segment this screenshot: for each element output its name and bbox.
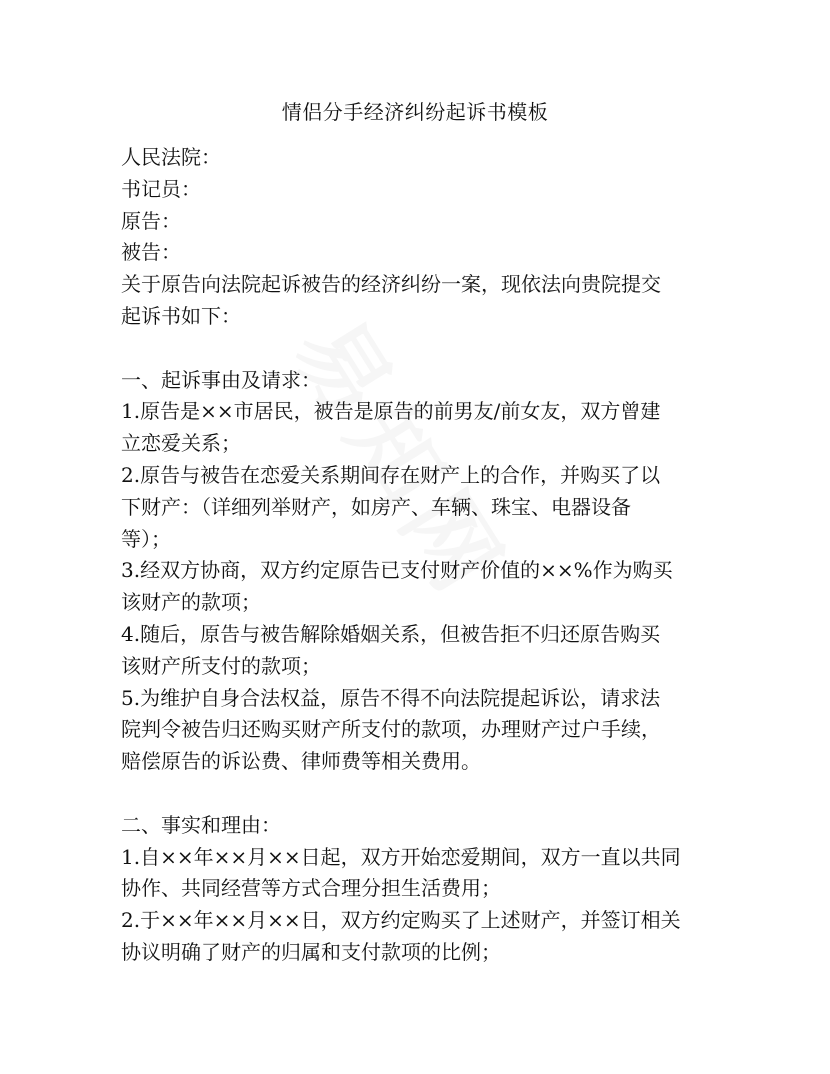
section1-line: 该财产所支付的款项； [121,653,321,678]
section1-line: 1.原告是××市居民，被告是原告的前男友/前女友，双方曾建 [121,399,661,424]
document-body [121,142,711,969]
section2-line: 1.自××年××月××日起，双方开始恋爱期间，双方一直以共同 [121,844,681,869]
section1-line: 院判令被告归还购买财产所支付的款项，办理财产过户手续， [121,717,661,742]
section1-line: 下财产：（详细列举财产，如房产、车辆、珠宝、电器设备 [121,494,631,519]
section1-line: 4.随后，原告与被告解除婚姻关系，但被告拒不归还原告购买 [121,621,661,646]
section1-line: 立恋爱关系； [121,431,241,456]
intro-line: 起诉书如下： [121,303,241,328]
defendant-line: 被告： [121,240,181,265]
plaintiff-line: 原告： [121,208,181,233]
clerk-line: 书记员： [121,176,201,201]
intro-line: 关于原告向法院起诉被告的经济纠纷一案，现依法向贵院提交 [121,272,661,297]
section2-line: 协议明确了财产的归属和支付款项的比例； [121,939,501,964]
section1-line: 赔偿原告的诉讼费、律师费等相关费用。 [121,749,481,774]
section1-line: 该财产的款项； [121,590,261,615]
section1-line: 等）； [121,526,171,551]
section-heading-1: 一、起诉事由及请求： [121,367,321,392]
section1-line: 5.为维护自身合法权益，原告不得不向法院提起诉讼，请求法 [121,685,661,710]
section1-line: 2.原告与被告在恋爱关系期间存在财产上的合作，并购买了以 [121,462,661,487]
section2-line: 协作、共同经营等方式合理分担生活费用； [121,876,501,901]
section-heading-2: 二、事实和理由： [121,812,281,837]
blank-line [121,333,711,365]
section1-line: 3.经双方协商，双方约定原告已支付财产价值的××%作为购买 [121,558,673,583]
section2-line: 2.于××年××月××日，双方约定购买了上述财产，并签订相关 [121,908,681,933]
document-title: 情侣分手经济纠纷起诉书模板 [281,100,549,124]
blank-line [121,778,711,810]
court-line: 人民法院： [121,145,221,169]
